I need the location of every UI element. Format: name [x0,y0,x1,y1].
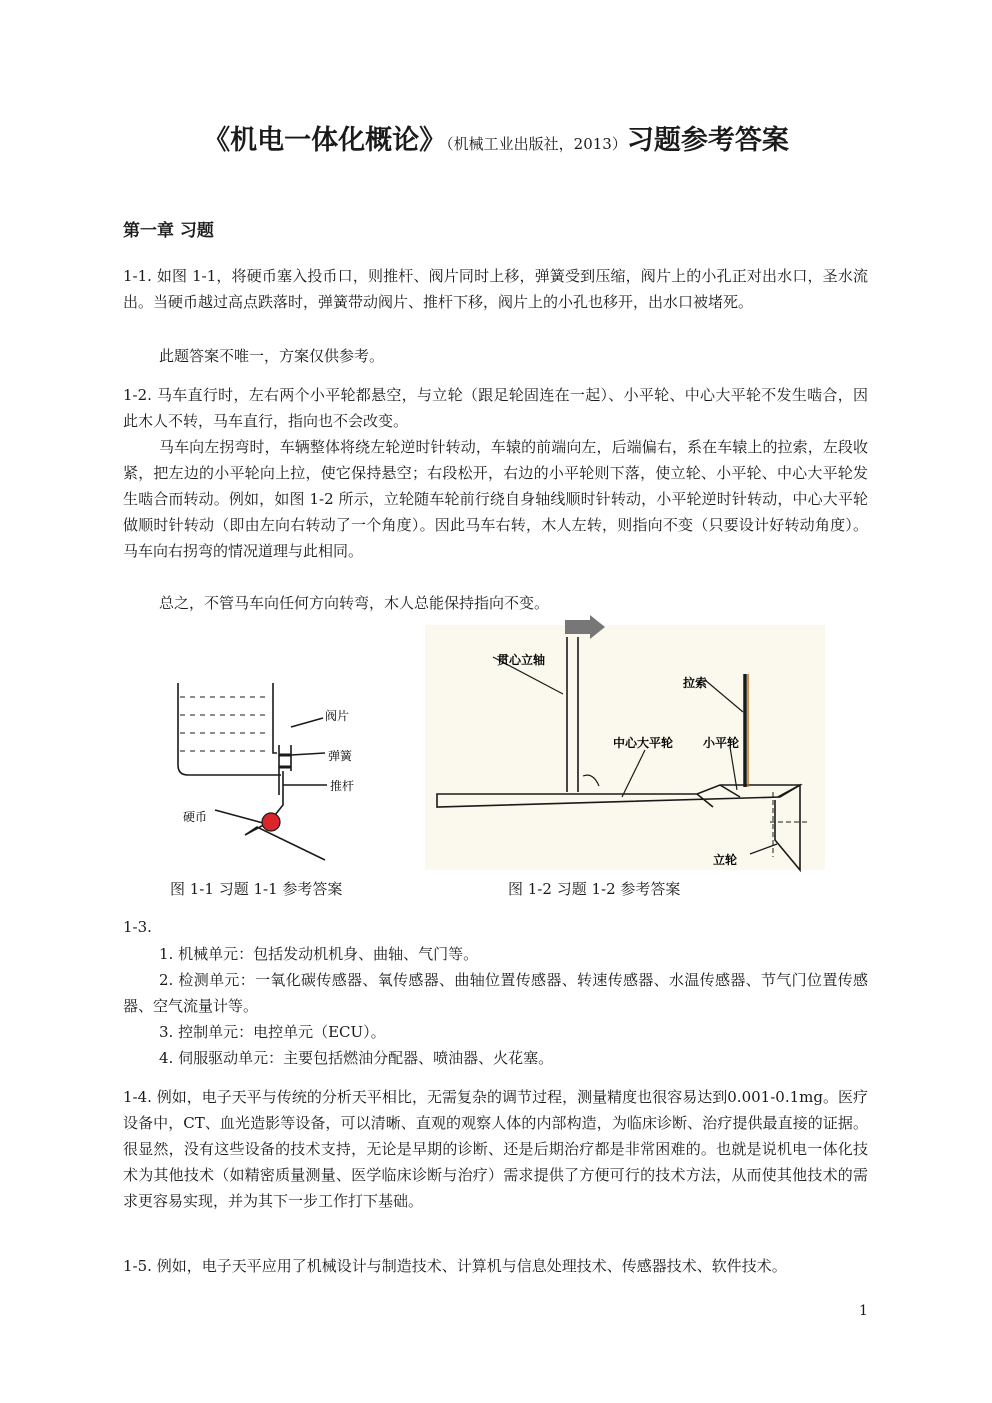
answer-1-1-note: 此题答案不唯一，方案仅供参考。 [159,347,385,365]
document-title [0,118,992,157]
answer-1-3-item: 3. 控制单元：电控单元（ECU）。 [159,1023,386,1041]
title-main: 《机电一体化概论》 [203,125,447,156]
label-rope: 拉索 [683,676,708,690]
shaft-rotation-arrow [583,775,599,786]
title-publisher: （机械工业出版社，2013） [446,135,627,153]
wheel-axes [770,792,810,857]
answer-1-5: 1-5. 例如，电子天平应用了机械设计与制造技术、计算机与信息处理技术、传感器技术、软件技术。 [123,1257,787,1275]
answer-1-3-item: 2. 检测单元：一氧化碳传感器、氧传感器、曲轴位置传感器、转速传感器、水温传感器、节气门位置传感器、空气流量计等。 [123,971,868,1015]
figure-1-1 [175,675,375,865]
label-spring: 弹簧 [328,749,353,763]
valve-plate [279,745,291,795]
spring-coils [279,755,291,767]
label-rod: 推杆 [330,779,355,793]
water-lines [180,697,269,751]
answer-1-3-item: 4. 伺服驱动单元：主要包括燃油分配器、喷油器、火花塞。 [159,1049,554,1067]
answer-1-2-paragraph-2: 马车向左拐弯时，车辆整体将绕左轮逆时针转动，车辕的前端向左，后端偏右，系在车辕上的拉索，左段收紧，把左边的小平轮向上拉，使它保持悬空；右段松开，右边的小平轮则下落，使立轮、小平轮、中心大平轮发生啮合而转动。例如，如图 1-2 所示，立轮随车轮前行绕自身轴线顺时针转动，小平轮逆时针转动，中心大平轮做顺时针转动（即由左向右转动了一个角度）。因此马车右转，木人左转，则指向不变（只要设计好转动角度）。马车向右拐弯的情况道理与此相同。 [123,438,868,560]
label-small-wheel: 小平轮 [703,736,740,750]
title-end: 习题参考答案 [626,125,789,156]
coin-icon [262,813,280,831]
label-vertical-wheel: 立轮 [713,853,738,867]
figure-1-2 [425,612,825,874]
chapter-heading: 第一章 习题 [123,221,214,241]
answer-1-2-paragraph-3: 总之，不管马车向任何方向转弯，木人总能保持指向不变。 [159,594,550,612]
answer-1-3-item: 1. 机械单元：包括发动机机身、曲轴、气门等。 [159,945,479,963]
central-shaft [567,637,578,792]
center-wheel [437,785,800,807]
coin-slot [245,820,325,860]
label-valve: 阀片 [325,709,350,723]
label-leaders [283,718,327,785]
small-wheel-edge [697,785,740,807]
label-center-wheel: 中心大平轮 [613,736,674,750]
answer-1-3-heading: 1-3. [123,918,152,936]
wheel-label-leaders [622,747,737,797]
coin-leader [215,810,263,823]
direction-arrow-icon [565,615,605,639]
figure-1-1-caption: 图 1-1 习题 1-1 参考答案 [170,880,343,898]
label-shaft: 贯心立轴 [497,653,546,667]
answer-1-2: 1-2. 马车直行时，左右两个小平轮都悬空，与立轮（跟足轮固连在一起）、小平轮、中心大平轮不发生啮合，因此木人不转，马车直行，指向也不会改变。 [123,386,868,430]
answer-1-1: 1-1. 如图 1-1，将硬币塞入投币口，则推杆、阀片同时上移，弹簧受到压缩，阀片上的小孔正对出水口，圣水流出。当硬币越过高点跌落时，弹簧带动阀片、推杆下移，阀片上的小孔也移开，出水口被堵死。 [123,267,868,311]
label-coin: 硬币 [183,810,208,824]
page-number: 1 [859,1303,868,1319]
figure-1-2-caption: 图 1-2 习题 1-2 参考答案 [508,880,681,898]
tank-wall-right [273,683,277,753]
answer-1-4: 1-4. 例如，电子天平与传统的分析天平相比，无需复杂的调节过程，测量精度也很容易达到0.001-0.1mg。医疗设备中，CT、血光造影等设备，可以清晰、直观的观察人体的内部构造，为临床诊断、治疗提供最直接的证据。很显然，没有这些设备的技术支持，无论是早期的诊断、还是后期治疗都是非常困难的。也就是说机电一体化技术为其他技术（如精密质量测量、医学临床诊断与治疗）需求提供了方便可行的技术方法，从而使其他技术的需求更容易实现，并为其下一步工作打下基础。 [123,1088,868,1210]
